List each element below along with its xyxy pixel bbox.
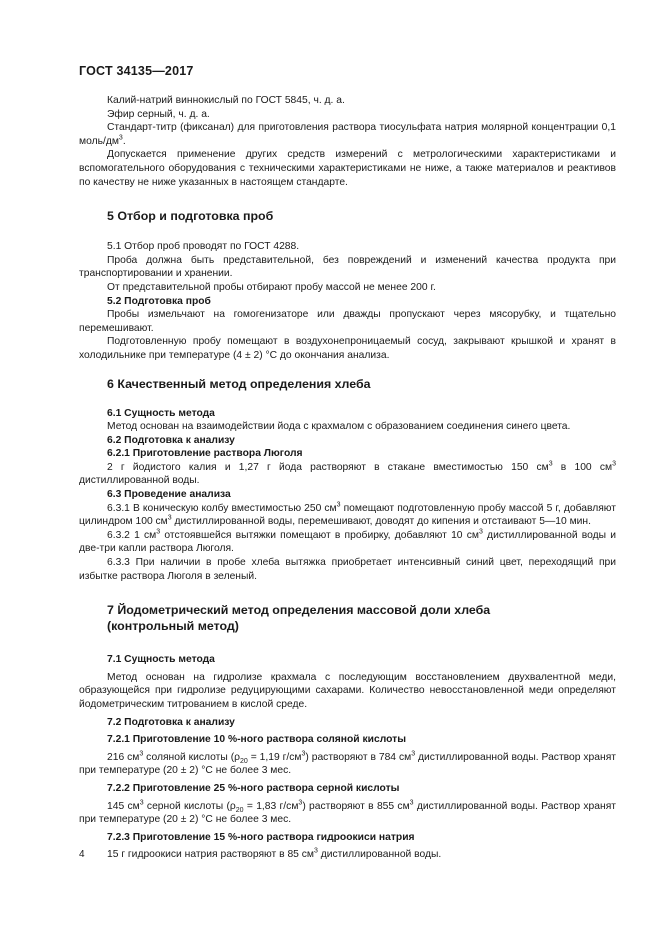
text-run: 5.2 Подготовка проб: [107, 295, 211, 307]
text-run: 3: [156, 528, 161, 536]
text-run: .: [122, 135, 126, 147]
section-heading: [79, 602, 616, 618]
paragraph: [79, 800, 616, 827]
section-heading: [79, 208, 616, 224]
text-run: дистиллированной воды, перемешивают, доводят до кипения и отстаивают 5—10 мин.: [171, 516, 591, 528]
text-run: 3: [478, 528, 483, 536]
page-number: 4: [79, 849, 85, 860]
text-run: 3: [409, 799, 414, 807]
text-run: дистиллированной воды. Раствор хранят при температуре (20 ± 2) °С не более 3 мес.: [79, 751, 616, 777]
text-run: ) растворяют в 855 см: [302, 800, 410, 812]
text-run: 3: [139, 750, 144, 758]
paragraph: [79, 671, 616, 712]
text-run: 145 см: [107, 800, 140, 812]
section-heading: [79, 733, 616, 747]
text-run: серной кислоты (ρ: [143, 800, 236, 812]
text-run: Подготовленную пробу помещают в воздухонепроницаемый сосуд, закрывают крышкой и хранят в холодильнике при температуре (4 ± 2) °С до окончания анализа.: [79, 336, 616, 361]
section-heading: [79, 434, 616, 448]
paragraph: [79, 529, 616, 556]
text-run: 5.1 Отбор проб проводят по ГОСТ 4288.: [107, 241, 300, 253]
paragraph: [79, 308, 616, 335]
paragraph: [79, 254, 616, 281]
text-run: отстоявшейся вытяжки помещают в пробирку, добавляют 10 см: [160, 529, 479, 541]
text-run: 6.2 Подготовка к анализу: [107, 434, 235, 446]
text-run: в 100 см: [552, 461, 613, 473]
text-run: 3: [336, 501, 341, 509]
section-heading: [79, 447, 616, 461]
text-run: 3: [612, 460, 616, 468]
text-run: 6.3.3 При наличии в пробе хлеба вытяжка приобретает интенсивный синий цвет, переходящий при избытке раствора Люголя в зеленый.: [79, 557, 616, 582]
text-run: Эфир серный, ч. д. а.: [107, 108, 210, 120]
text-run: 6.2.1 Приготовление раствора Люголя: [107, 448, 303, 460]
paragraph: [79, 848, 616, 862]
text-run: 216 см: [107, 751, 140, 763]
text-run: 3: [139, 799, 144, 807]
text-run: 7.2.1 Приготовление 10 %-ного раствора соляной кислоты: [107, 734, 406, 746]
text-run: Отбор и подготовка проб: [113, 209, 274, 224]
document-body: [79, 94, 616, 862]
text-run: 6.3.2 1 см: [107, 529, 157, 541]
text-run: 3: [411, 750, 416, 758]
section-heading: [79, 831, 616, 845]
text-run: Проба должна быть представительной, без повреждений и изменений качества продукта при транспортировании и хранении.: [79, 254, 616, 280]
text-run: дистиллированной воды.: [79, 475, 200, 487]
text-run: 6.3 Проведение анализа: [107, 489, 231, 501]
paragraph: [79, 556, 616, 583]
document-header: ГОСТ 34135—2017: [79, 64, 194, 78]
section-heading: [79, 653, 616, 667]
paragraph: [79, 148, 616, 189]
section-heading: [79, 716, 616, 730]
text-run: 20: [235, 806, 244, 814]
text-run: 6.1 Сущность метода: [107, 407, 215, 419]
text-run: 15 г гидроокиси натрия растворяют в 85 см: [107, 849, 314, 861]
text-run: 3: [298, 799, 303, 807]
text-run: 3: [314, 847, 318, 855]
text-run: Метод основан на гидролизе крахмала с последующим восстановлением двухвалентной меди, образующейся при гидролизе редуцирующими сахарами. Количество невосстановленной меди определяют йодометрическим титрованием в кислой среде.: [79, 671, 616, 710]
paragraph: [79, 121, 616, 148]
text-run: 2 г йодистого калия и 1,27 г йода растворяют в стакане вместимостью 150 см: [107, 461, 549, 473]
text-run: Качественный метод определения хлеба: [113, 376, 371, 391]
text-run: Пробы измельчают на гомогенизаторе или дважды пропускают через мясорубку, и тщательно перемешивают.: [79, 309, 616, 334]
text-run: помещают подготовленную пробу массой 5 г, добавляют цилиндром 100 см: [79, 502, 617, 528]
section-heading: [79, 782, 616, 796]
text-run: 3: [548, 460, 553, 468]
text-run: дистиллированной воды. Раствор хранят при температуре (20 ± 2) °С не более 3 мес.: [79, 800, 616, 826]
section-number: 5: [107, 209, 114, 224]
section-heading: [79, 488, 616, 502]
section-number: 6: [107, 376, 114, 391]
text-run: 6.3.1 В коническую колбу вместимостью 250 см: [107, 502, 337, 514]
paragraph: [79, 335, 616, 362]
text-run: ) растворяют в 784 см: [305, 751, 412, 763]
text-run: дистиллированной воды.: [317, 849, 442, 861]
text-run: Метод основан на взаимодействии йода с крахмалом с образованием соединения синего цвета.: [107, 421, 571, 433]
paragraph: [79, 281, 616, 295]
text-run: Допускается применение других средств измерений с метрологическими характеристиками и вспомогательного оборудования с техническими характеристиками не ниже, а также материалов и реактивов по качеству не ниже указанных в настоящем стандарте.: [79, 149, 616, 188]
text-run: Калий-натрий виннокислый по ГОСТ 5845, ч. д. а.: [107, 95, 345, 106]
section-heading: [79, 407, 616, 421]
text-run: 3: [167, 514, 172, 522]
paragraph: [79, 94, 616, 108]
paragraph: [79, 502, 616, 529]
text-run: Стандарт-титр (фиксанал) для приготовления раствора тиосульфата натрия молярной концентрации 0,1 моль/дм: [79, 122, 616, 147]
text-run: 7.2.2 Приготовление 25 %-ного раствора серной кислоты: [107, 782, 400, 794]
text-run: соляной кислоты (ρ: [143, 751, 240, 763]
text-run: = 1,83 г/см: [243, 800, 299, 812]
text-run: (контрольный метод): [107, 619, 239, 634]
text-run: От представительной пробы отбирают пробу массой не менее 200 г.: [107, 281, 436, 293]
text-run: Йодометрический метод определения массовой доли хлеба: [113, 603, 491, 618]
text-run: = 1,19 г/см: [247, 751, 302, 763]
section-heading: [79, 295, 616, 309]
text-run: дистиллированной воды и две-три капли раствора Люголя.: [79, 529, 616, 555]
text-run: 3: [118, 134, 123, 142]
text-run: 20: [239, 757, 248, 765]
paragraph: [79, 240, 616, 254]
paragraph: [79, 751, 616, 778]
section-heading: [79, 376, 616, 392]
paragraph: [79, 108, 616, 122]
paragraph: [79, 420, 616, 434]
text-run: 3: [301, 750, 306, 758]
paragraph: [79, 461, 616, 488]
section-heading: [79, 618, 616, 634]
section-number: 7: [107, 603, 114, 618]
text-run: 7.2.3 Приготовление 15 %-ного раствора гидроокиси натрия: [107, 831, 415, 843]
text-run: 7.2 Подготовка к анализу: [107, 716, 235, 728]
text-run: 7.1 Сущность метода: [107, 654, 215, 666]
